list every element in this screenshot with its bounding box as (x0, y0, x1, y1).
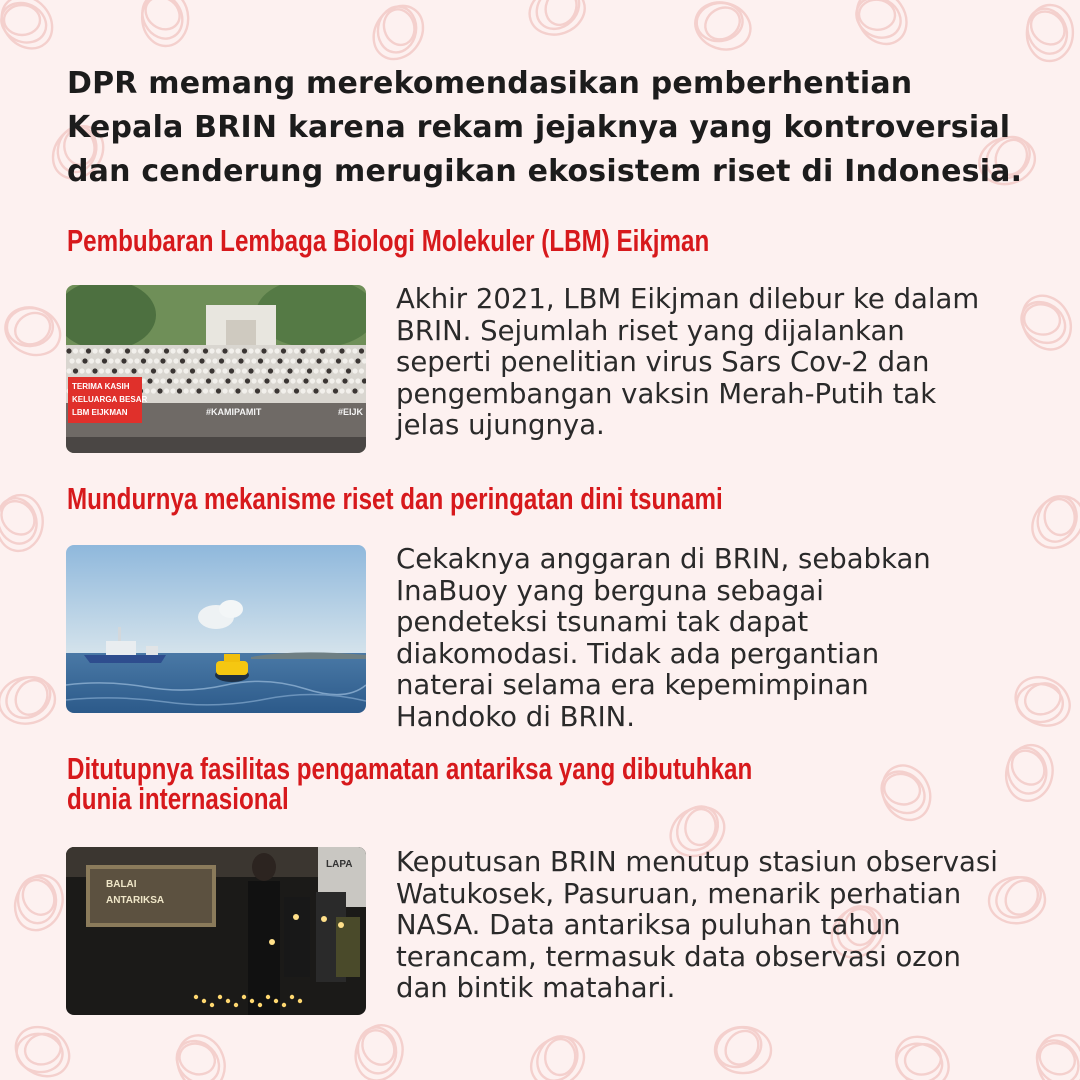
section-1-heading: Pembubaran Lembaga Biologi Molekuler (LBM) Eikjman (67, 223, 710, 258)
inabuoy-sea-photo (66, 545, 366, 713)
section-2-heading: Mundurnya mekanisme riset dan peringatan dini tsunami (67, 481, 723, 516)
photo-hashtag-right: #EIJK (338, 407, 364, 417)
section-1-text: Akhir 2021, LBM Eikjman dilebur ke dalam BRIN. Sejumlah riset yang dijalankan seperti penelitian virus Sars Cov-2 dan pengembangan vaksin Merah-Putih tak jelas ujungnya. (396, 283, 980, 441)
watukosek-vigil-photo (66, 847, 366, 1015)
banner-line-1: TERIMA KASIH (72, 382, 130, 391)
section-3-heading-line-1: Ditutupnya fasilitas pengamatan antariksa yang dibutuhkan (67, 751, 753, 786)
photo-hashtag: #KAMIPAMIT (206, 407, 262, 417)
eijkman-group-photo (66, 285, 366, 453)
section-2-text: Cekaknya anggaran di BRIN, sebabkan InaBuoy yang berguna sebagai pendeteksi tsunami tak dapat diakomodasi. Tidak ada pergantian naterai selama era kepemimpinan Handoko di BRIN. (396, 543, 931, 733)
sign-line-1: BALAI (106, 879, 137, 890)
section-3-heading-line-2: dunia internasional (67, 781, 289, 816)
banner-line-2: KELUARGA BESAR (72, 395, 148, 404)
sign-line-2: ANTARIKSA (106, 895, 165, 906)
sign-right: LAPA (326, 859, 353, 870)
intro-paragraph: DPR memang merekomendasikan pemberhentian Kepala BRIN karena rekam jejaknya yang kontroversial dan cenderung merugikan ekosistem riset di Indonesia. (67, 66, 1023, 189)
banner-line-3: LBM EIJKMAN (72, 408, 128, 417)
section-3-text: Keputusan BRIN menutup stasiun observasi Watukosek, Pasuruan, menarik perhatian NASA. Data antariksa puluhan tahun terancam, termasuk data observasi ozon dan bintik matahari. (396, 846, 998, 1004)
